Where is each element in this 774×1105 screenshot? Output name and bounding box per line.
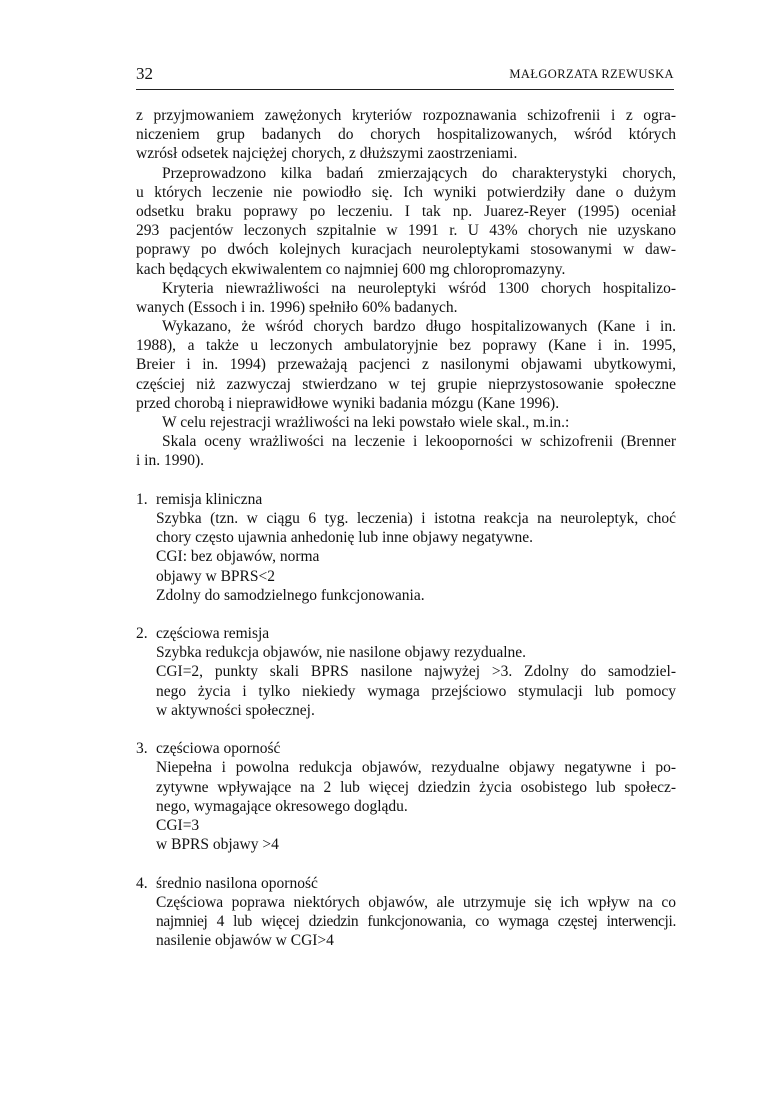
text-line: niczeniem grup badanych do chorych hospitalizowanych, wśród których: [136, 126, 676, 144]
text-line: częściej niż zazwyczaj stwierdzano w tej grupie nieprzystosowanie społeczne: [136, 375, 676, 393]
text-line: u których leczenie nie powiodło się. Ich wyniki potwierdziły dane o dużym: [136, 183, 676, 201]
list-item: [136, 874, 676, 951]
list-item: [136, 739, 676, 854]
text-line: 1988), a także u leczonych ambulatoryjnie bez poprawy (Kane i in. 1995,: [136, 337, 676, 355]
item-line: w BPRS objawy >4: [156, 836, 279, 854]
text-line: wzrósł odsetek najciężej chorych, z dłuższymi zaostrzeniami.: [136, 145, 518, 163]
item-line: nego, wymagające okresowego doglądu.: [156, 797, 408, 815]
item-number: 1.: [136, 490, 148, 508]
page-body: [136, 106, 676, 950]
text-line: i in. 1990).: [136, 452, 205, 470]
item-line: Niepełna i powolna redukcja objawów, rezydualne objawy negatywne i po-: [156, 759, 676, 777]
item-line: zytywne wpływające na 2 lub więcej dziedzin życia osobistego lub społecz-: [156, 778, 676, 796]
item-line: chory często ujawnia anhedonię lub inne objawy negatywne.: [156, 529, 534, 547]
item-line: Częściowa poprawa niektórych objawów, ale utrzymuje się ich wpływ na co: [156, 893, 676, 911]
page-number: 32: [136, 64, 153, 83]
item-line: w aktywności społecznej.: [156, 701, 315, 719]
text-line: Skala oceny wrażliwości na leczenie i lekooporności w schizofrenii (Brenner: [162, 433, 676, 451]
list-item: [136, 490, 676, 605]
text-line: W celu rejestracji wrażliwości na leki powstało wiele skal., m.in.:: [162, 414, 570, 431]
text-line: poprawy po dwóch kolejnych kuracjach neuroleptykami stosowanymi w daw-: [136, 241, 676, 259]
item-number: 2.: [136, 625, 148, 643]
item-title: częściowa remisja: [156, 625, 270, 643]
text-line: Przeprowadzono kilka badań zmierzających do charakterystyki chorych,: [162, 164, 676, 182]
text-line: Kryteria niewrażliwości na neuroleptyki wśród 1300 chorych hospitalizo-: [162, 279, 676, 297]
item-line: najmniej 4 lub więcej dziedzin funkcjonowania, co wymaga częstej interwencji.: [156, 912, 676, 930]
text-line: kach będących ekwiwalentem co najmniej 600 mg chloropromazyny.: [136, 260, 566, 278]
item-line: nego życia i tylko niekiedy wymaga przejściowo stymulacji lub pomocy: [156, 682, 676, 700]
running-head: MAŁGORZATA RZEWUSKA: [509, 67, 674, 81]
item-line: objawy w BPRS<2: [156, 567, 275, 585]
item-line: CGI: bez objawów, norma: [156, 548, 320, 566]
header-rule: [136, 89, 674, 90]
item-line: CGI=2, punkty skali BPRS nasilone najwyżej >3. Zdolny do samodziel-: [156, 663, 676, 681]
text-line: 293 pacjentów leczonych szpitalnie w 1991 r. U 43% chorych nie uzyskano: [136, 222, 676, 240]
item-line: Zdolny do samodzielnego funkcjonowania.: [156, 586, 425, 604]
text-line: Breier i in. 1994) przeważają pacjenci z nasilonymi objawami ubytkowymi,: [136, 356, 676, 374]
text-line: Wykazano, że wśród chorych bardzo długo hospitalizowanych (Kane i in.: [162, 318, 676, 336]
item-title: średnio nasilona oporność: [156, 874, 318, 892]
page-header: [136, 64, 674, 86]
item-line: CGI=3: [156, 816, 200, 834]
item-number: 4.: [136, 874, 148, 892]
text-line: wanych (Essoch i in. 1996) spełniło 60% badanych.: [136, 298, 458, 316]
list-item: [136, 624, 676, 720]
item-title: częściowa oporność: [156, 740, 281, 758]
text-line: z przyjmowaniem zawężonych kryteriów rozpoznawania schizofrenii i z ogra-: [136, 107, 676, 124]
item-line: Szybka redukcja objawów, nie nasilone objawy rezydualne.: [156, 644, 527, 662]
item-line: Szybka (tzn. w ciągu 6 tyg. leczenia) i istotna reakcja na neuroleptyk, choć: [156, 509, 676, 527]
item-title: remisja kliniczna: [156, 490, 263, 508]
text-line: odsetku braku poprawy po leczeniu. I tak np. Juarez-Reyer (1995) oceniał: [136, 202, 676, 220]
item-line: nasilenie objawów w CGI>4: [156, 932, 334, 950]
text-line: przed chorobą i nieprawidłowe wyniki badania mózgu (Kane 1996).: [136, 394, 560, 412]
item-number: 3.: [136, 740, 148, 758]
